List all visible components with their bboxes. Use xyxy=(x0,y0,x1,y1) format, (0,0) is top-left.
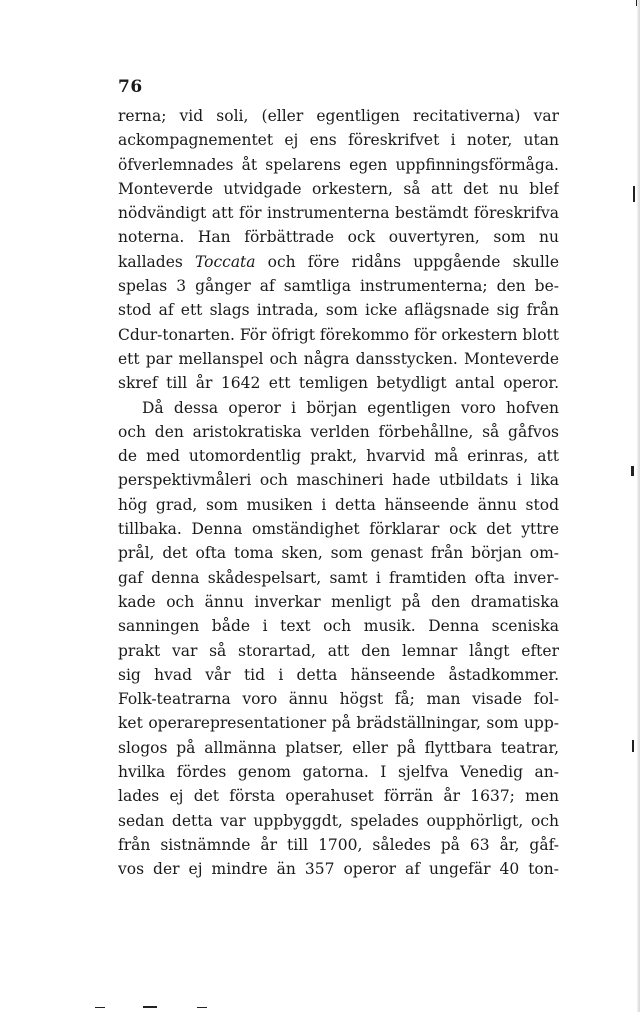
text-line: prål, det ofta toma sken, som genast från början om- xyxy=(118,544,559,563)
text-line: spelas 3 gånger af samtliga instrumenterna; den be- xyxy=(118,277,559,296)
scan-speck xyxy=(95,1007,105,1008)
text-line: perspektivmåleri och maschineri hade utbildats i lika xyxy=(118,471,559,490)
text-run: kallades xyxy=(118,252,195,271)
text-line: Folk-teatrarna voro ännu högst få; man visade fol- xyxy=(118,690,559,709)
scan-speck xyxy=(633,186,635,202)
text-line: öfverlemnades åt spelarens egen uppfinningsförmåga. xyxy=(118,155,559,174)
text-line: rerna; vid soli, (eller egentligen recitativerna) var xyxy=(118,107,559,125)
text-line: prakt var så storartad, att den lemnar långt efter xyxy=(118,641,559,660)
text-line: de med utomordentlig prakt, hvarvid må erinras, att xyxy=(118,447,559,466)
text-line: hvilka fördes genom gatorna. I sjelfva Venedig an- xyxy=(118,763,559,782)
text-line: Monteverde utvidgade orkestern, så att det nu blef xyxy=(118,179,559,198)
text-line: hög grad, som musiken i detta hänseende ännu stod xyxy=(118,495,559,514)
text-run: och före ridåns uppgående skulle xyxy=(255,252,559,271)
text-line: Cdur-tonarten. För öfrigt förekommo för orkestern blott xyxy=(118,325,559,344)
text-line: kade och ännu inverkar menligt på den dramatiska xyxy=(118,592,559,611)
text-line: noterna. Han förbättrade ock ouvertyren, som nu xyxy=(118,228,559,247)
scan-speck xyxy=(631,466,634,476)
text-line: stod af ett slags intrada, som icke aflägsnade sig från xyxy=(118,301,559,320)
scan-speck xyxy=(143,1006,157,1008)
text-line-toccata xyxy=(118,250,559,274)
paragraph-start-line: Då dessa operor i början egentligen voro hofven xyxy=(142,398,559,417)
text-line: slogos på allmänna platser, eller på flyttbara teatrar, xyxy=(118,738,559,757)
text-line: ett par mellanspel och några dansstycken. Monteverde xyxy=(118,349,559,368)
text-line: tillbaka. Denna omständighet förklarar ock det yttre xyxy=(118,520,559,539)
scan-speck xyxy=(632,740,634,752)
page-number: 76 xyxy=(118,77,143,97)
text-line: sig hvad vår tid i detta hänseende åstadkommer. xyxy=(118,665,559,684)
text-line: sedan detta var uppbyggdt, spelades oupphörligt, och xyxy=(118,811,559,830)
text-line: lades ej det första operahuset förrän år 1637; men xyxy=(118,787,559,806)
text-line: från sistnämnde år till 1700, således på 63 år, gåf- xyxy=(118,835,559,854)
text-line: och den aristokratiska verlden förbehållne, så gåfvos xyxy=(118,422,559,441)
body-text xyxy=(118,104,559,882)
text-line: gaf denna skådespelsart, samt i framtiden ofta inver- xyxy=(118,568,559,587)
text-line: nödvändigt att för instrumenterna bestämdt föreskrifva xyxy=(118,204,559,223)
text-line: ket operarepresentationer på brädställningar, som upp- xyxy=(118,714,559,733)
scan-speck xyxy=(197,1007,207,1008)
text-line: skref till år 1642 ett temligen betydligt antal operor. xyxy=(118,374,559,393)
text-line: sanningen både i text och musik. Denna sceniska xyxy=(118,617,559,636)
text-line: ackompagnementet ej ens föreskrifvet i noter, utan xyxy=(118,131,559,150)
text-line: vos der ej mindre än 357 operor af ungefär 40 ton- xyxy=(118,860,559,879)
italic-term: Toccata xyxy=(194,252,256,271)
